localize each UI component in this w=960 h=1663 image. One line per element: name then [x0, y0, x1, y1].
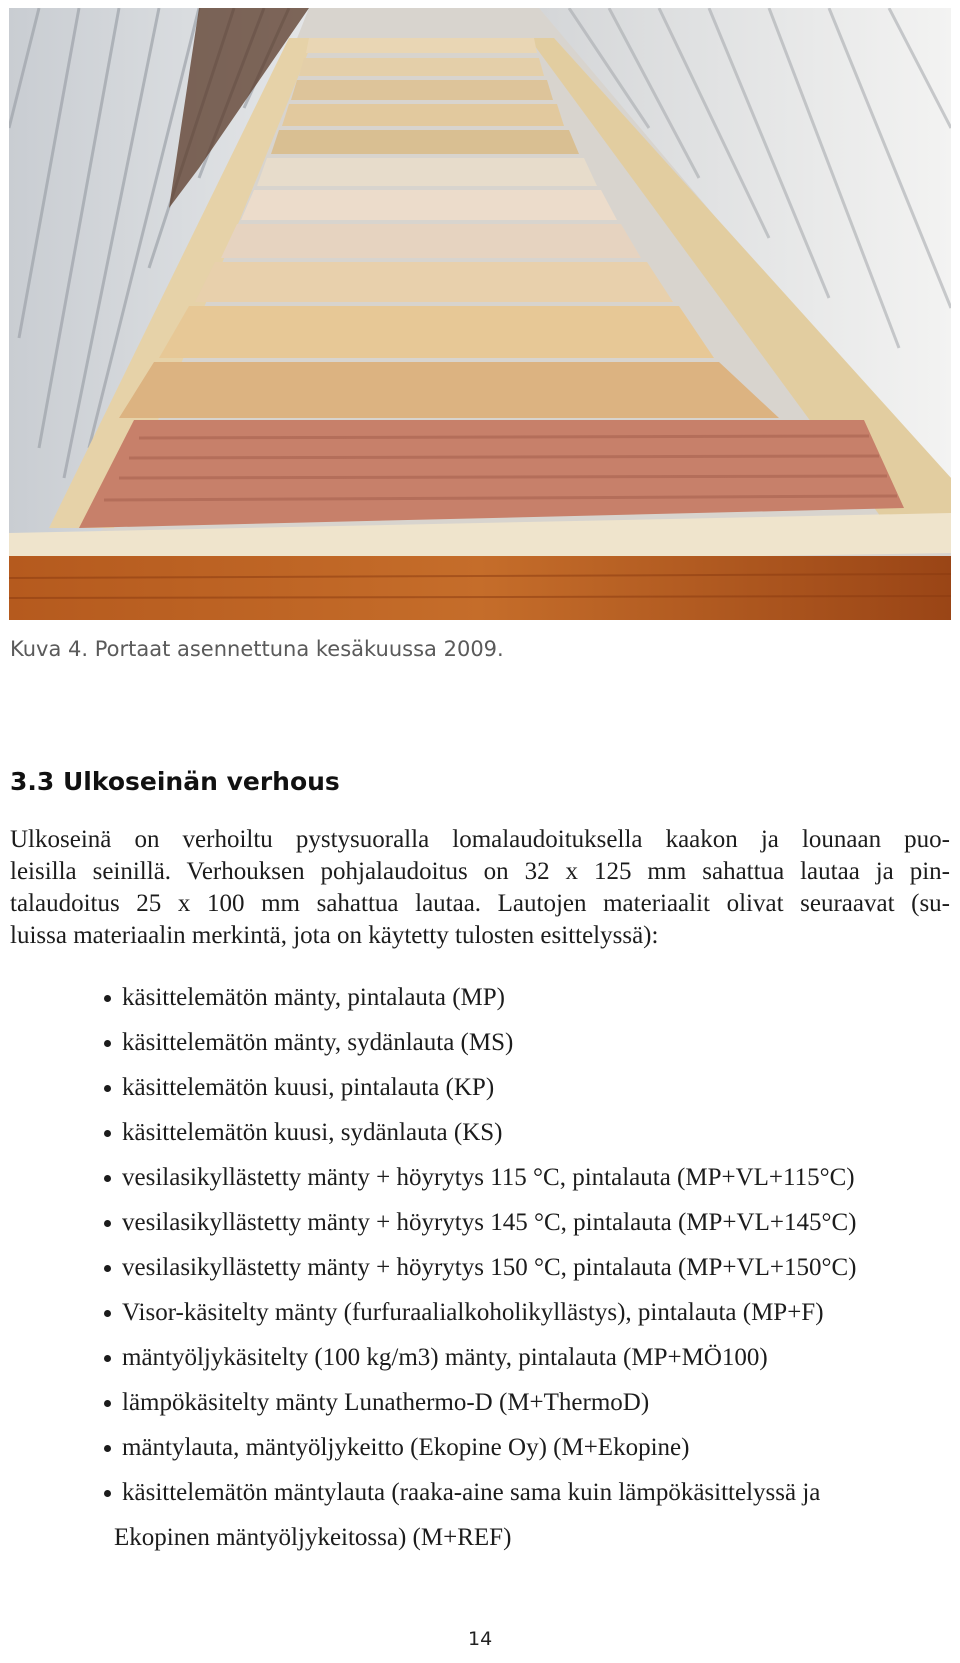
page-number: 14 [468, 1628, 493, 1650]
paragraph-line: leisilla seinillä. Verhouksen pohjalaudoitus on 32 x 125 mm sahattua lautaa ja pin- [10, 858, 950, 885]
section-heading: 3.3 Ulkoseinän verhous [10, 767, 340, 796]
list-item: vesilasikyllästetty mänty + höyrytys 145 °C, pintalauta (MP+VL+145°C) [100, 1200, 960, 1245]
list-item: Visor-käsitelty mänty (furfuraalialkoholikyllästys), pintalauta (MP+F) [100, 1290, 960, 1335]
list-item: mäntyöljykäsitelty (100 kg/m3) mänty, pintalauta (MP+MÖ100) [100, 1335, 960, 1380]
list-item: vesilasikyllästetty mänty + höyrytys 150 °C, pintalauta (MP+VL+150°C) [100, 1245, 960, 1290]
staircase-photo [9, 8, 951, 620]
list-item-continuation: Ekopinen mäntyöljykeitossa) (M+REF) [114, 1524, 512, 1551]
list-item: käsittelemätön kuusi, pintalauta (KP) [100, 1065, 960, 1110]
bullet-icon [104, 1265, 111, 1272]
bullet-icon [104, 1130, 111, 1137]
paragraph-line: luissa materiaalin merkintä, jota on käytetty tulosten esittelyssä): [10, 922, 659, 949]
figure-caption: Kuva 4. Portaat asennettuna kesäkuussa 2009. [10, 637, 504, 661]
bullet-icon [104, 1310, 111, 1317]
paragraph-line: Ulkoseinä on verhoiltu pystysuoralla lomalaudoituksella kaakon ja lounaan puo- [10, 826, 950, 853]
list-item: käsittelemätön mäntylauta (raaka-aine sama kuin lämpökäsittelyssä ja Ekopinen mäntyöljykeitossa) (M+REF) [100, 1470, 960, 1560]
materials-list [100, 975, 960, 1560]
list-item: käsittelemätön mänty, sydänlauta (MS) [100, 1020, 960, 1065]
bullet-icon [104, 1175, 111, 1182]
list-item: lämpökäsitelty mänty Lunathermo-D (M+ThermoD) [100, 1380, 960, 1425]
bullet-icon [104, 1445, 111, 1452]
bullet-icon [104, 1400, 111, 1407]
bullet-icon [104, 1220, 111, 1227]
list-item: vesilasikyllästetty mänty + höyrytys 115 °C, pintalauta (MP+VL+115°C) [100, 1155, 960, 1200]
bullet-icon [104, 1355, 111, 1362]
section-paragraph [10, 824, 950, 952]
bullet-icon [104, 1085, 111, 1092]
bullet-icon [104, 995, 111, 1002]
bullet-icon [104, 1040, 111, 1047]
list-item: mäntylauta, mäntyöljykeitto (Ekopine Oy) (M+Ekopine) [100, 1425, 960, 1470]
paragraph-line: talaudoitus 25 x 100 mm sahattua lautaa. Lautojen materiaalit olivat seuraavat (su- [10, 890, 950, 917]
list-item: käsittelemätön kuusi, sydänlauta (KS) [100, 1110, 960, 1155]
bullet-icon [104, 1490, 111, 1497]
list-item: käsittelemätön mänty, pintalauta (MP) [100, 975, 960, 1020]
